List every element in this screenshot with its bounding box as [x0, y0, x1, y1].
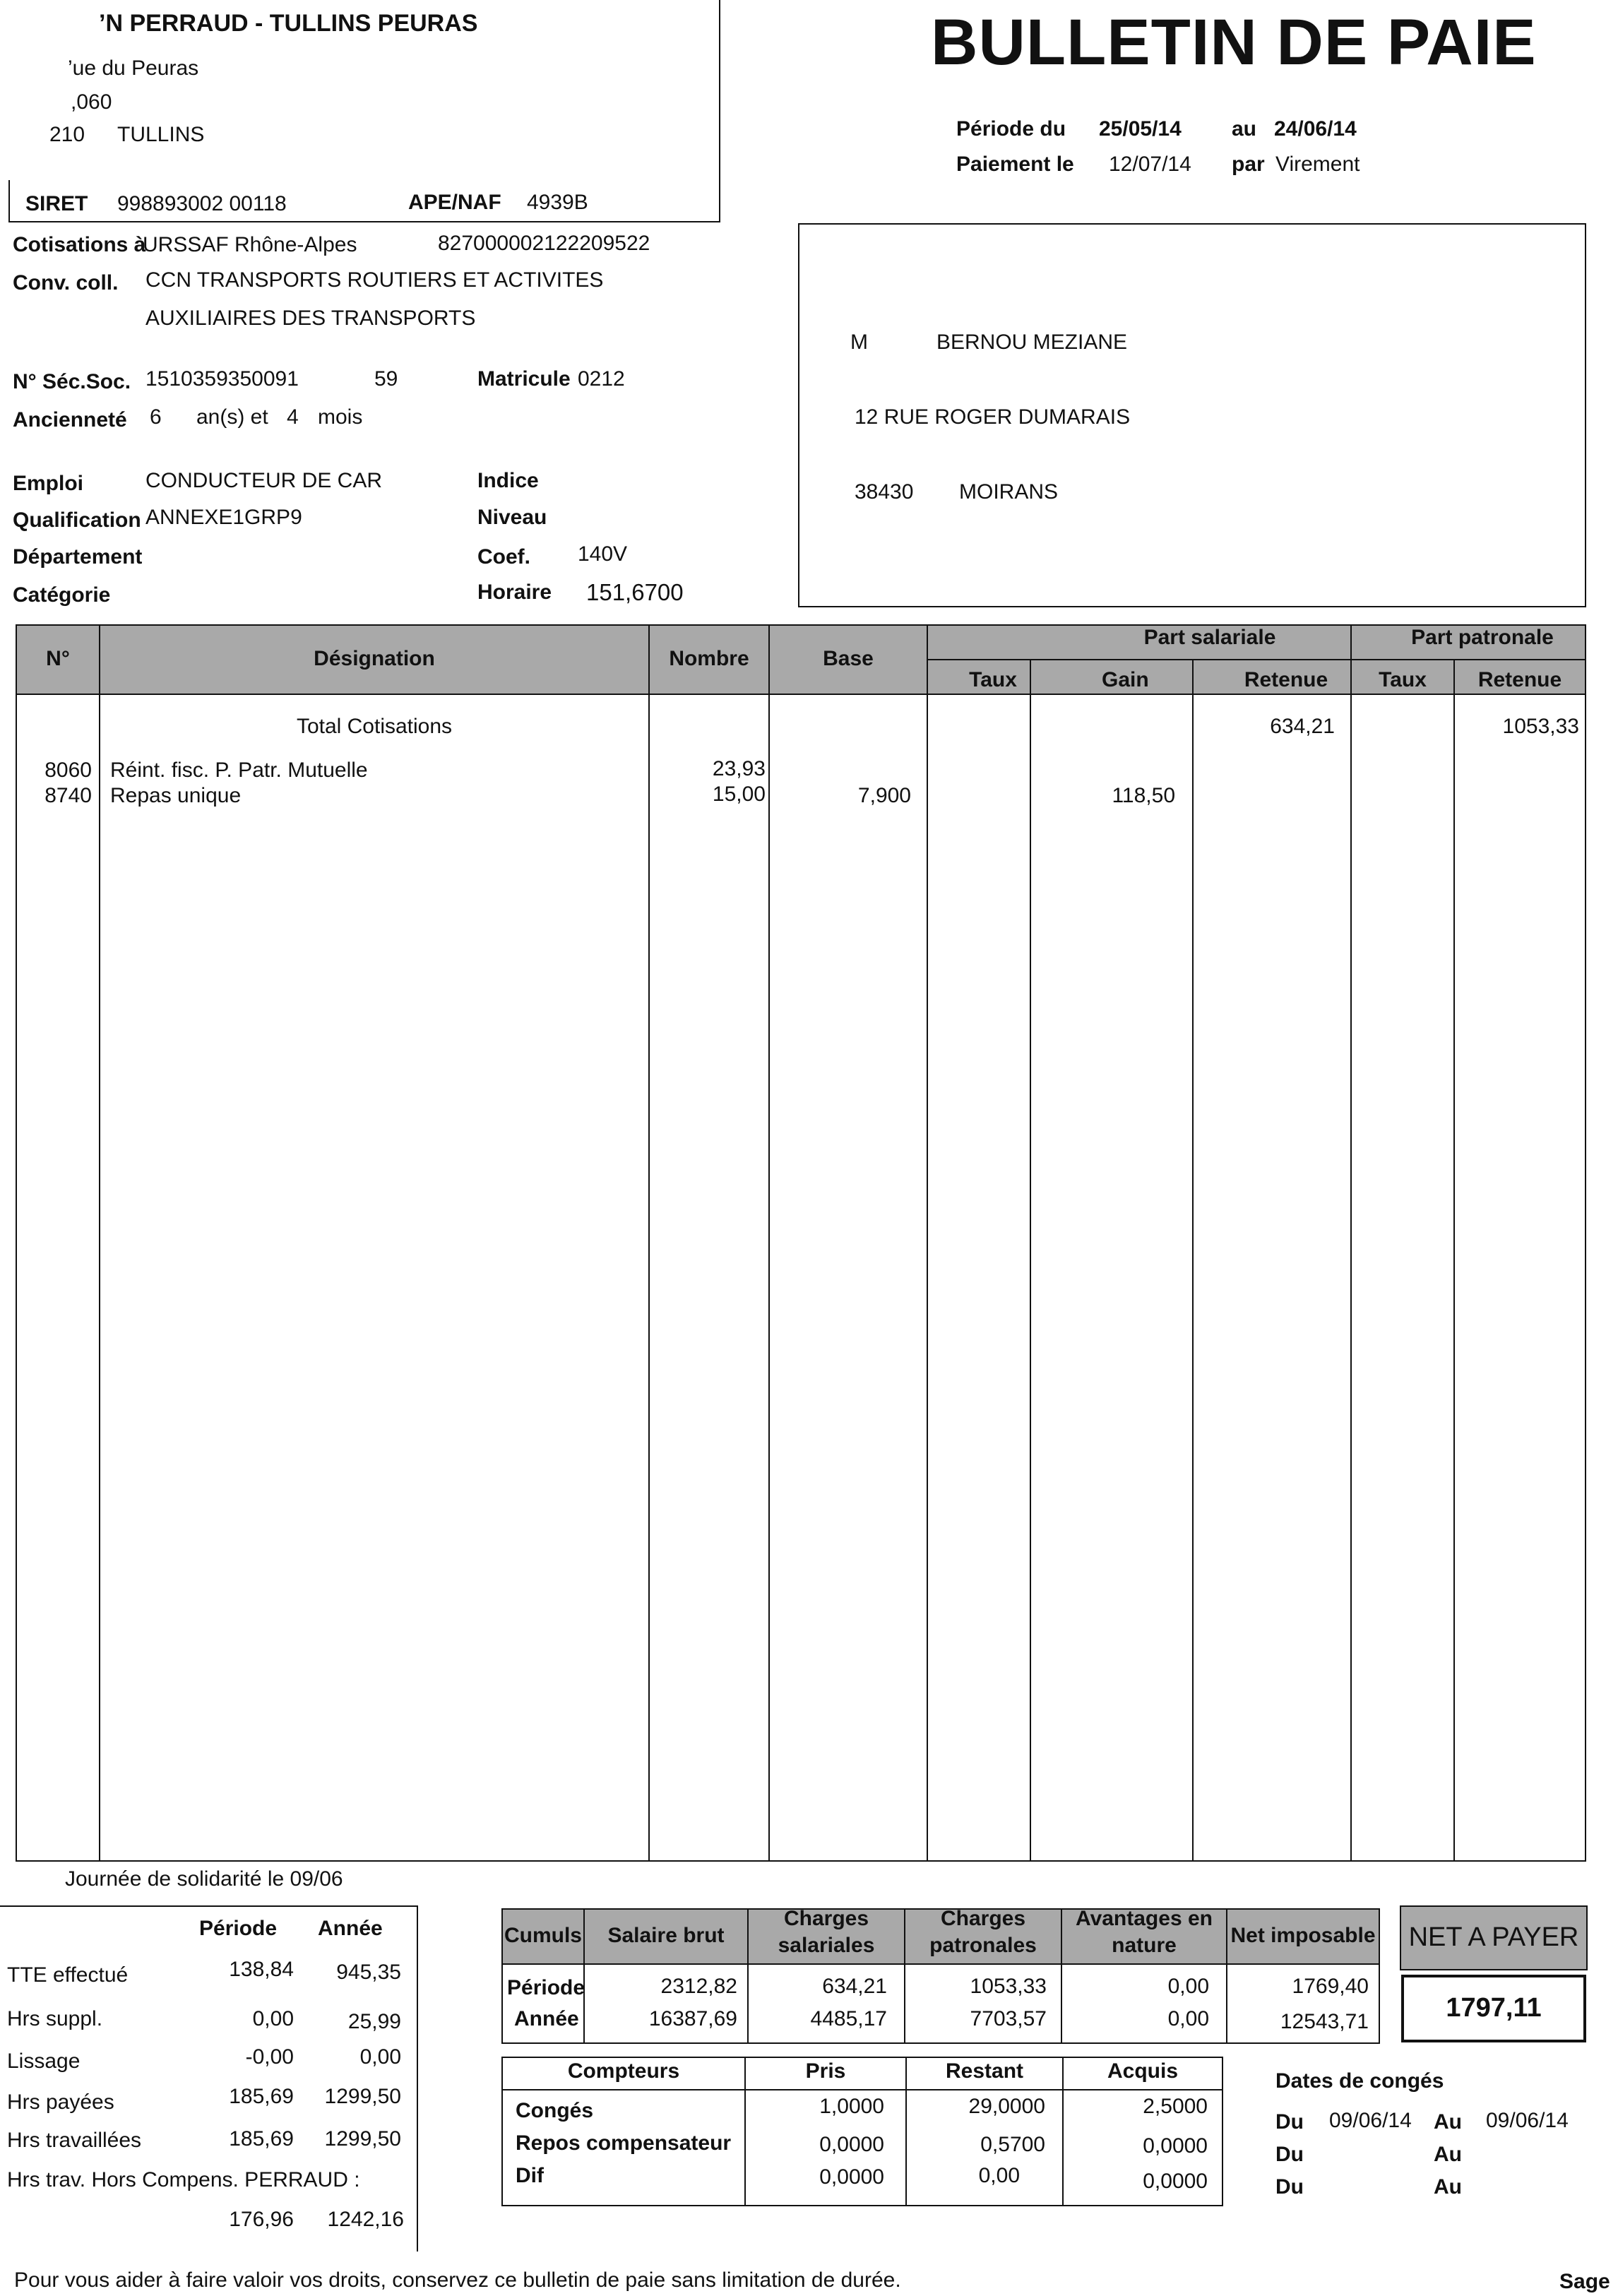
ape-value: 4939B — [527, 191, 588, 214]
hours-row-period: 185,69 — [229, 2085, 294, 2108]
col-no: N° — [46, 647, 70, 670]
hours-row-period: 0,00 — [252, 2007, 294, 2030]
pay-method: Virement — [1275, 153, 1360, 176]
employee-city: MOIRANS — [959, 480, 1059, 504]
anciennete-label: Ancienneté — [13, 408, 127, 432]
conges-du-label: Du — [1275, 2110, 1304, 2134]
pay-date-label: Paiement le — [956, 153, 1074, 176]
conges-du-date: 09/06/14 — [1329, 2109, 1412, 2132]
anciennete-years-unit: an(s) et — [196, 405, 268, 429]
hours-row-year: 945,35 — [336, 1961, 401, 1984]
restant-header: Restant — [945, 2059, 1024, 2083]
net-value: 1797,11 — [1446, 1993, 1542, 2023]
col-gain: Gain — [1102, 668, 1149, 691]
compteur-acquis: 0,0000 — [1143, 2134, 1208, 2158]
matricule-label: Matricule — [477, 367, 571, 391]
row-nombre: 23,93 — [712, 757, 766, 780]
employer-street: ’ue du Peuras — [68, 56, 199, 80]
row-designation: Repas unique — [110, 784, 242, 807]
compteur-label: Congés — [516, 2099, 594, 2122]
hours-row-label: Hrs suppl. — [7, 2007, 103, 2030]
total-cotisations-label: Total Cotisations — [296, 715, 453, 738]
conges-du-label: Du — [1275, 2143, 1304, 2166]
cumuls-header: Cumuls — [504, 1924, 582, 1947]
cotisations-value: URSSAF Rhône-Alpes — [143, 233, 357, 256]
conges-title: Dates de congés — [1275, 2069, 1444, 2093]
hours-hors-compens-period: 176,96 — [229, 2208, 294, 2231]
col-nombre: Nombre — [669, 647, 749, 670]
cumuls-brut: 16387,69 — [648, 2007, 737, 2030]
categorie-label: Catégorie — [13, 583, 111, 607]
matricule-value: 0212 — [578, 367, 625, 391]
employee-postcode: 38430 — [855, 480, 914, 504]
page-title: BULLETIN DE PAIE — [931, 6, 1537, 78]
cumuls-charges-salariales: 4485,17 — [810, 2007, 887, 2030]
hours-row-year: 0,00 — [359, 2045, 401, 2069]
employer-city-code: 210 — [49, 123, 85, 146]
cotisations-number: 827000002122209522 — [438, 232, 650, 255]
departement-label: Département — [13, 545, 143, 569]
cumuls-brut: 2312,82 — [660, 1975, 737, 1998]
hours-period-label: Période — [199, 1917, 278, 1940]
conges-au-label: Au — [1434, 2143, 1462, 2166]
cumuls-row-label: Année — [514, 2007, 579, 2030]
footer-notice: Pour vous aider à faire valoir vos droits, conservez ce bulletin de paie sans limitation de durée. — [14, 2268, 901, 2292]
conges-du-label: Du — [1275, 2175, 1304, 2199]
conges-au-date: 09/06/14 — [1486, 2109, 1569, 2132]
row-nombre: 15,00 — [712, 783, 766, 806]
employer-postal-fragment: ,060 — [71, 90, 112, 114]
row-gain: 118,50 — [1112, 784, 1175, 807]
cumuls-avantages: 0,00 — [1167, 2007, 1209, 2030]
employer-city: TULLINS — [117, 123, 205, 146]
emploi-label: Emploi — [13, 472, 84, 495]
anciennete-months-unit: mois — [318, 405, 363, 429]
ape-label: APE/NAF — [408, 191, 501, 214]
hours-row-label: Hrs travaillées — [7, 2129, 142, 2152]
secsoc-value: 1510359350091 — [145, 367, 299, 391]
cumuls-row-label: Période — [507, 1976, 585, 1999]
hours-hors-compens-label: Hrs trav. Hors Compens. PERRAUD : — [7, 2168, 360, 2191]
hours-row-year: 25,99 — [347, 2010, 401, 2033]
row-designation: Réint. fisc. P. Patr. Mutuelle — [110, 759, 368, 782]
period-from: 25/05/14 — [1099, 117, 1182, 141]
anciennete-years: 6 — [150, 405, 162, 429]
acquis-header: Acquis — [1107, 2059, 1179, 2083]
pay-date: 12/07/14 — [1109, 153, 1191, 176]
hours-hors-compens-year: 1242,16 — [327, 2208, 404, 2231]
pay-method-label: par — [1232, 153, 1265, 176]
col-part-patronale: Part patronale — [1411, 626, 1554, 649]
compteur-restant: 0,5700 — [980, 2133, 1045, 2156]
siret-label: SIRET — [25, 192, 88, 215]
compteur-label: Dif — [516, 2164, 544, 2187]
col-base: Base — [823, 647, 874, 670]
indice-label: Indice — [477, 469, 539, 492]
conges-au-label: Au — [1434, 2110, 1462, 2134]
employee-civility: M — [850, 331, 868, 354]
hours-row-year: 1299,50 — [324, 2085, 401, 2108]
charges-salariales-header-2: salariales — [778, 1934, 875, 1957]
row-no: 8060 — [44, 759, 92, 782]
total-retenue-salariale: 634,21 — [1270, 715, 1335, 738]
coef-label: Coef. — [477, 545, 530, 569]
period-to: 24/06/14 — [1274, 117, 1357, 141]
niveau-label: Niveau — [477, 506, 547, 529]
period-to-label: au — [1232, 117, 1257, 141]
siret-value: 998893002 00118 — [117, 192, 287, 215]
conv-coll-label: Conv. coll. — [13, 271, 119, 295]
avantages-header-1: Avantages en — [1076, 1907, 1213, 1930]
col-retenue-patronale: Retenue — [1477, 668, 1562, 691]
solidarity-note: Journée de solidarité le 09/06 — [65, 1867, 343, 1891]
hours-row-period: -0,00 — [245, 2045, 294, 2069]
col-designation: Désignation — [314, 647, 435, 670]
hours-row-label: Hrs payées — [7, 2090, 114, 2114]
brut-header: Salaire brut — [607, 1924, 725, 1947]
col-taux: Taux — [969, 668, 1017, 691]
cumuls-net-imposable: 1769,40 — [1292, 1975, 1369, 1998]
compteur-acquis: 0,0000 — [1143, 2170, 1208, 2193]
net-imposable-header: Net imposable — [1230, 1924, 1376, 1947]
secsoc-label: N° Séc.Soc. — [13, 370, 131, 393]
pris-header: Pris — [805, 2059, 846, 2083]
hours-row-period: 138,84 — [229, 1958, 294, 1981]
qualification-value: ANNEXE1GRP9 — [145, 506, 302, 529]
compteur-restant: 29,0000 — [968, 2095, 1045, 2118]
compteur-pris: 1,0000 — [819, 2095, 884, 2118]
row-no: 8740 — [44, 784, 92, 807]
compteur-restant: 0,00 — [978, 2164, 1020, 2187]
net-label: NET A PAYER — [1408, 1922, 1579, 1952]
footer-software: Sage — [1559, 2270, 1610, 2293]
hours-year-label: Année — [318, 1917, 383, 1940]
qualification-label: Qualification — [13, 508, 141, 532]
cumuls-charges-patronales: 1053,33 — [970, 1975, 1047, 1998]
compteurs-header: Compteurs — [567, 2059, 680, 2083]
horaire-value: 151,6700 — [586, 579, 684, 605]
conv-coll-line1: CCN TRANSPORTS ROUTIERS ET ACTIVITES — [145, 268, 604, 292]
cumuls-charges-patronales: 7703,57 — [970, 2007, 1047, 2030]
compteur-pris: 0,0000 — [819, 2165, 884, 2189]
employee-address: 12 RUE ROGER DUMARAIS — [855, 405, 1131, 429]
charges-salariales-header-1: Charges — [783, 1907, 869, 1930]
employee-address-box — [798, 223, 1586, 607]
cotisations-label: Cotisations à — [13, 233, 146, 256]
charges-patronales-header-2: patronales — [929, 1934, 1037, 1957]
col-taux-patronal: Taux — [1379, 668, 1427, 691]
hours-row-label: Lissage — [7, 2050, 81, 2073]
hours-row-period: 185,69 — [229, 2127, 294, 2151]
conv-coll-line2: AUXILIAIRES DES TRANSPORTS — [145, 307, 476, 330]
col-part-salariale: Part salariale — [1143, 626, 1276, 649]
hours-row-year: 1299,50 — [324, 2127, 401, 2151]
col-retenue: Retenue — [1244, 668, 1328, 691]
coef-value: 140V — [578, 542, 628, 566]
cumuls-charges-salariales: 634,21 — [822, 1975, 887, 1998]
employee-name: BERNOU MEZIANE — [936, 331, 1128, 354]
cumuls-avantages: 0,00 — [1167, 1975, 1209, 1998]
total-retenue-patronale: 1053,33 — [1502, 715, 1579, 738]
avantages-header-2: nature — [1112, 1934, 1177, 1957]
cumuls-net-imposable: 12543,71 — [1280, 2010, 1369, 2033]
conges-au-label: Au — [1434, 2175, 1462, 2199]
secsoc-key: 59 — [374, 367, 398, 391]
compteur-acquis: 2,5000 — [1143, 2095, 1208, 2118]
hours-row-label: TTE effectué — [7, 1963, 129, 1987]
compteur-pris: 0,0000 — [819, 2133, 884, 2156]
horaire-label: Horaire — [477, 581, 552, 604]
period-from-label: Période du — [956, 117, 1066, 141]
row-base: 7,900 — [857, 784, 911, 807]
charges-patronales-header-1: Charges — [940, 1907, 1026, 1930]
compteur-label: Repos compensateur — [516, 2131, 732, 2155]
anciennete-months: 4 — [287, 405, 299, 429]
employer-name: ’N PERRAUD - TULLINS PEURAS — [99, 10, 478, 37]
emploi-value: CONDUCTEUR DE CAR — [145, 469, 383, 492]
